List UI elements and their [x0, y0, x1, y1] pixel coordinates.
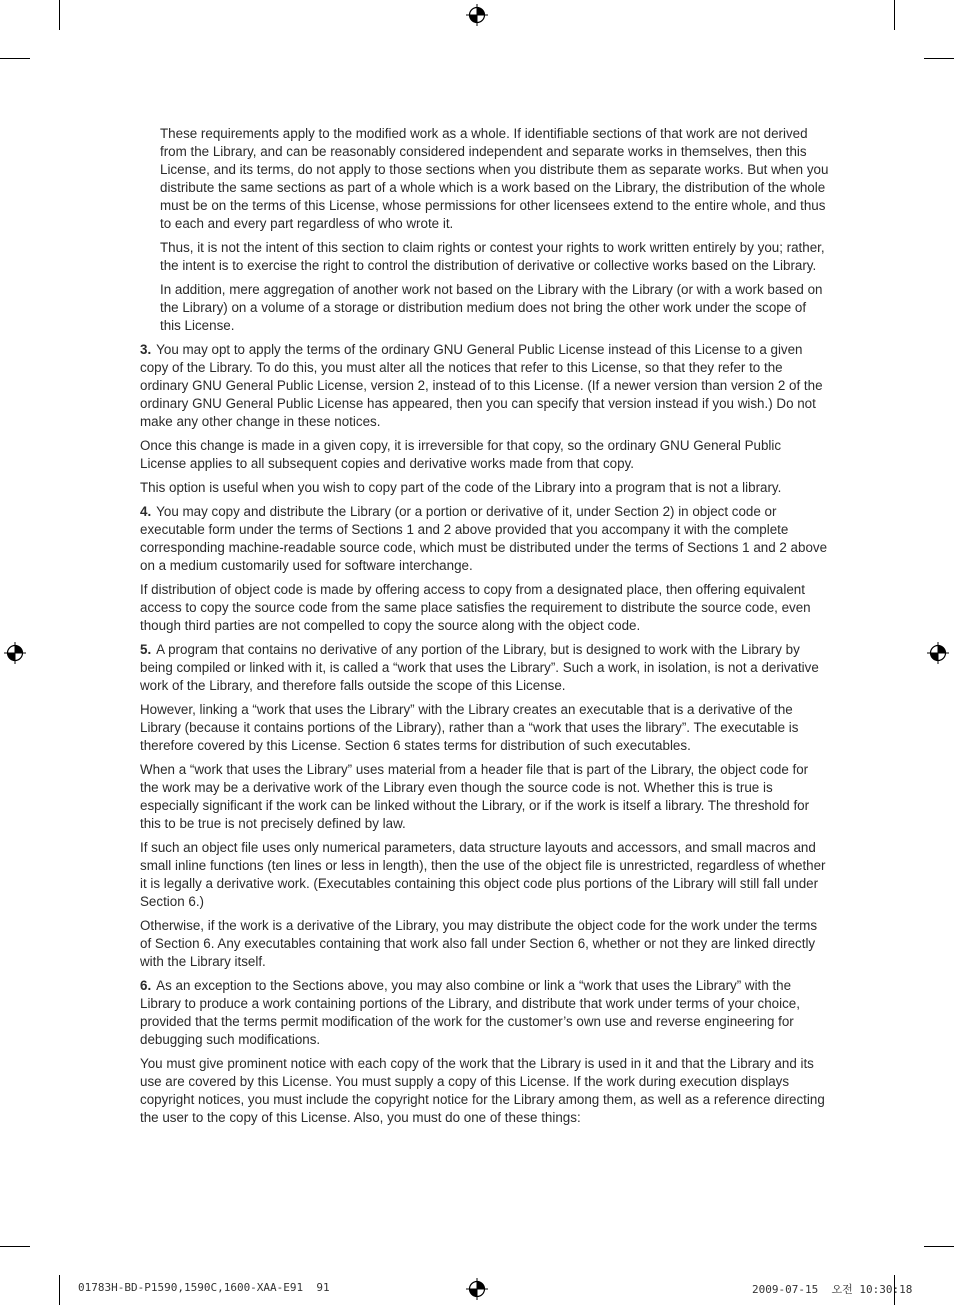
- section-3-paragraph: [140, 341, 830, 431]
- registration-crosshair-icon: [466, 4, 488, 26]
- crop-mark-top-right-horizontal: [924, 58, 954, 59]
- paragraph: If such an object file uses only numerical parameters, data structure layouts and accessors, and small macros and small inline functions (ten lines or less in length), then the use of the object file is unrestricted, regardless of whether it is legally a derivative work. (Executables containing this object code plus portions of the Library will still fall under Section 6.): [140, 840, 826, 909]
- paragraph: However, linking a “work that uses the Library” with the Library creates an executable that is a derivative of the Library (because it contains portions of the Library), rather than a “work that uses the library”. The executable is therefore covered by this License. Section 6 states terms for distribution of such executables.: [140, 702, 799, 753]
- section-4-paragraph: [140, 503, 830, 575]
- paragraph: In addition, mere aggregation of another work not based on the Library with the Library (or with a work based on the Library) on a volume of a storage or distribution medium does not bring the other work under the scope of this License.: [160, 282, 823, 333]
- registration-crosshair-icon: [466, 1278, 488, 1300]
- section-number: 5.: [140, 642, 152, 657]
- crop-mark-top-left-horizontal: [0, 58, 30, 59]
- crop-mark-bottom-left-vertical: [59, 1275, 60, 1305]
- crop-mark-bottom-left-horizontal: [0, 1246, 30, 1247]
- section-6-paragraph: [140, 977, 830, 1049]
- paragraph-text: A program that contains no derivative of any portion of the Library, but is designed to work with the Library by being compiled or linked with it, is called a “work that uses the Library”. Such a work, in isolation, is not a derivative work of the Library, and therefore falls outside the scope of this License.: [140, 642, 819, 693]
- footer-file-info: 01783H-BD-P1590,1590C,1600-XAA-E91 91: [78, 1281, 330, 1294]
- paragraph: Once this change is made in a given copy, it is irreversible for that copy, so the ordinary GNU General Public License applies to all subsequent copies and derivative works made from that copy.: [140, 438, 782, 471]
- paragraph: This option is useful when you wish to copy part of the code of the Library into a program that is not a library.: [140, 480, 782, 495]
- paragraph-text: As an exception to the Sections above, you may also combine or link a “work that uses the Library” with the Library to produce a work containing portions of the Library, and distribute that work under terms of your choice, provided that the terms permit modification of the work for the customer’s own use and reverse engineering for debugging such modifications.: [140, 978, 800, 1047]
- section-number: 4.: [140, 504, 152, 519]
- paragraph: When a “work that uses the Library” uses material from a header file that is part of the Library, the object code for the work may be a derivative work of the Library even though the source code is not. Whether this is true is especially significant if the work can be linked without the Library, or if the work is itself a library. The threshold for this to be true is not precisely defined by law.: [140, 762, 810, 831]
- paragraph-text: You may copy and distribute the Library (or a portion or derivative of it, under Section 2) in object code or executable form under the terms of Sections 1 and 2 above provided that you accompany it with the complete corresponding machine-readable source code, which must be distributed under the terms of Sections 1 and 2 above on a medium customarily used for software interchange.: [140, 504, 828, 573]
- crop-mark-top-left-vertical: [59, 0, 60, 30]
- section-number: 3.: [140, 342, 152, 357]
- section-5-paragraph: [140, 641, 830, 695]
- crop-mark-top-right-vertical: [894, 0, 895, 30]
- paragraph: You must give prominent notice with each copy of the work that the Library is used in it and that the Library and its use are covered by this License. You must supply a copy of this License. If the work during execution displays copyright notices, you must include the copyright notice for the Library among them, as well as a reference directing the user to the copy of this License. Also, you must do one of these things:: [140, 1056, 825, 1125]
- paragraph: These requirements apply to the modified work as a whole. If identifiable sections of that work are not derived from the Library, and can be reasonably considered independent and separate works in themselves, then this License, and its terms, do not apply to those sections when you distribute them as separate works. But when you distribute the same sections as part of a whole which is a work based on the Library, the distribution of the whole must be on the terms of this License, whose permissions for other licensees extend to the entire whole, and thus to each and every part regardless of who wrote it.: [160, 126, 829, 231]
- footer-timestamp: 2009-07-15 오전 10:30:18: [752, 1283, 913, 1296]
- paragraph-text: You may opt to apply the terms of the ordinary GNU General Public License instead of this License to a given copy of the Library. To do this, you must alter all the notices that refer to this License, so that they refer to the ordinary GNU General Public License, version 2, instead of to this License. (If a newer version than version 2 of the ordinary GNU General Public License has appeared, then you can specify that version instead if you wish.) Do not make any other change in these notices.: [140, 342, 823, 429]
- paragraph: Thus, it is not the intent of this section to claim rights or contest your rights to work written entirely by you; rather, the intent is to exercise the right to control the distribution of derivative or collective works based on the Library.: [160, 240, 825, 273]
- registration-crosshair-icon: [4, 642, 26, 664]
- paragraph: Otherwise, if the work is a derivative of the Library, you may distribute the object code for the work under the terms of Section 6. Any executables containing that work also fall under Section 6, whether or not they are linked directly with the Library itself.: [140, 918, 818, 969]
- section-number: 6.: [140, 978, 152, 993]
- license-text: [140, 125, 830, 1133]
- registration-crosshair-icon: [927, 642, 949, 664]
- paragraph: If distribution of object code is made by offering access to copy from a designated place, then offering equivalent access to copy the source code from the same place satisfies the requirement to distribute the source code, even though third parties are not compelled to copy the source along with the object code.: [140, 582, 811, 633]
- crop-mark-bottom-right-horizontal: [924, 1246, 954, 1247]
